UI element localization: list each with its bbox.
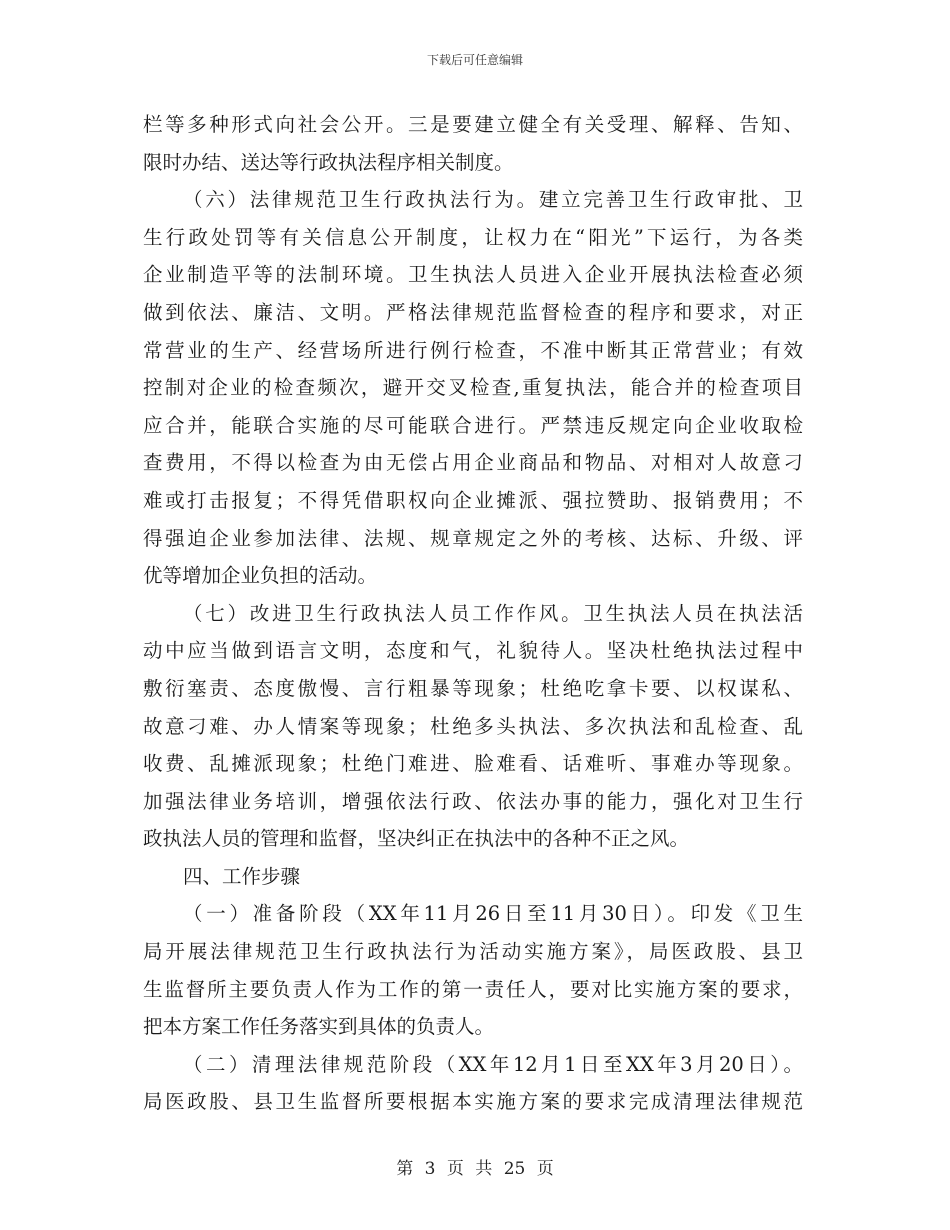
text-line: 加强法律业务培训，增强依法行政、依法办事的能力，强化对卫生行 <box>143 789 803 813</box>
text-line: （一）准备阶段（XX年11月26日至11月30日）。印发《卫生 <box>183 902 803 926</box>
page-number: 第 3 页 共 25 页 <box>396 1159 554 1179</box>
text-line: 局医政股、县卫生监督所要根据本实施方案的要求完成清理法律规范 <box>143 1090 803 1114</box>
text-line: 控制对企业的检查频次，避开交叉检查,重复执法，能合并的检查项目 <box>143 376 803 400</box>
text-line: 常营业的生产、经营场所进行例行检查，不准中断其正常营业；有效 <box>143 338 803 362</box>
text-line: 难或打击报复；不得凭借职权向企业摊派、强拉赞助、报销费用；不 <box>143 488 803 512</box>
text-line: 限时办结、送达等行政执法程序相关制度。 <box>143 150 514 174</box>
page-header: 下载后可任意编辑 <box>426 53 523 67</box>
text-line: （七）改进卫生行政执法人员工作作风。卫生执法人员在执法活 <box>183 601 803 625</box>
text-line: 生行政处罚等有关信息公开制度，让权力在“阳光”下运行，为各类 <box>143 225 803 249</box>
text-line: （六）法律规范卫生行政执法行为。建立完善卫生行政审批、卫 <box>183 188 803 212</box>
text-line: 查费用，不得以检查为由无偿占用企业商品和物品、对相对人故意刁 <box>143 451 803 475</box>
text-line: 栏等多种形式向社会公开。三是要建立健全有关受理、解释、告知、 <box>143 113 803 136</box>
text-line: 优等增加企业负担的活动。 <box>143 564 378 588</box>
text-line: 生监督所主要负责人作为工作的第一责任人，要对比实施方案的要求， <box>143 977 803 1001</box>
text-line: 把本方案工作任务落实到具体的负责人。 <box>143 1015 495 1039</box>
text-line: 做到依法、廉洁、文明。严格法律规范监督检查的程序和要求，对正 <box>143 300 803 324</box>
text-line: 政执法人员的管理和监督，坚决纠正在执法中的各种不正之风。 <box>143 827 690 851</box>
text-line: 动中应当做到语言文明，态度和气，礼貌待人。坚决杜绝执法过程中 <box>143 639 803 663</box>
text-line: 企业制造平等的法制环境。卫生执法人员进入企业开展执法检查必须 <box>143 263 803 287</box>
body-text <box>143 106 803 1121</box>
text-line: 故意刁难、办人情案等现象；杜绝多头执法、多次执法和乱检查、乱 <box>143 714 803 738</box>
text-line: 敷衍塞责、态度傲慢、言行粗暴等现象；杜绝吃拿卡要、以权谋私、 <box>143 676 803 700</box>
text-line: 得强迫企业参加法律、法规、规章规定之外的考核、达标、升级、评 <box>143 526 803 550</box>
text-line: 收费、乱摊派现象；杜绝门难进、脸难看、话难听、事难办等现象。 <box>143 752 803 776</box>
text-line: 局开展法律规范卫生行政执法行为活动实施方案》，局医政股、县卫 <box>143 940 803 964</box>
text-line: 应合并，能联合实施的尽可能联合进行。严禁违反规定向企业收取检 <box>143 413 803 437</box>
text-line: （二）清理法律规范阶段（XX年12月1日至XX年3月20日）。 <box>183 1052 803 1076</box>
section-heading: 四、工作步骤 <box>183 864 301 888</box>
